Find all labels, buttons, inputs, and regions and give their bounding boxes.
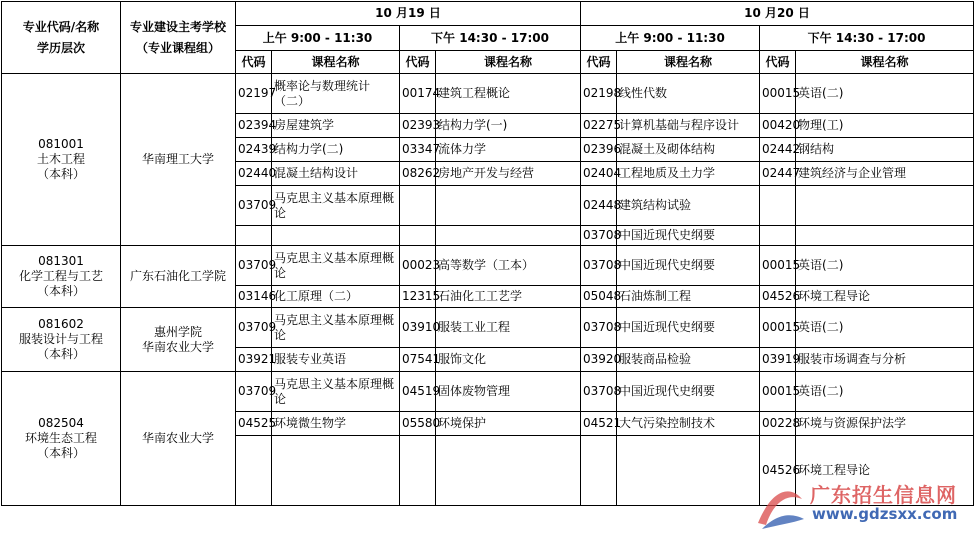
major-column-header: [2, 2, 121, 74]
course-code: 02393: [400, 114, 436, 138]
course-code: 03919: [760, 348, 796, 372]
course-code: [400, 186, 436, 226]
course-name: 环境工程导论: [796, 436, 974, 506]
course-name: 中国近现代史纲要: [617, 308, 760, 348]
course-name: 房屋建筑学: [272, 114, 400, 138]
course-name: 建筑结构试验: [617, 186, 760, 226]
course-name: 英语(二): [796, 372, 974, 412]
course-code: 03709: [236, 246, 272, 286]
course-name: 石油炼制工程: [617, 286, 760, 308]
course-name: 环境微生物学: [272, 412, 400, 436]
course-code: 03910: [400, 308, 436, 348]
course-name: [272, 436, 400, 506]
course-code: 02394: [236, 114, 272, 138]
table-row: [2, 308, 974, 348]
course-code: 03921: [236, 348, 272, 372]
course-name: 石油化工工艺学: [436, 286, 581, 308]
day1-afternoon-header: 下午 14:30 - 17:00: [400, 26, 581, 51]
course-code: 04526: [760, 286, 796, 308]
exam-schedule-table: [1, 1, 974, 506]
course-code: 05048: [581, 286, 617, 308]
course-code: 00420: [760, 114, 796, 138]
course-name: 概率论与数理统计（二）: [272, 74, 400, 114]
course-code: 02396: [581, 138, 617, 162]
course-code: 05580: [400, 412, 436, 436]
code-header: 代码: [760, 51, 796, 74]
course-header: 课程名称: [272, 51, 400, 74]
course-code: 03708: [581, 246, 617, 286]
code-header: 代码: [236, 51, 272, 74]
course-name: 流体力学: [436, 138, 581, 162]
course-code: 04521: [581, 412, 617, 436]
course-code: 00174: [400, 74, 436, 114]
course-code: 03709: [236, 308, 272, 348]
course-code: 02448: [581, 186, 617, 226]
watermark-url: www.gdzsxx.com: [812, 505, 958, 523]
course-code: [236, 436, 272, 506]
course-name: 高等数学（工本）: [436, 246, 581, 286]
major-name: 化学工程与工艺: [18, 269, 103, 283]
course-name: 服装工业工程: [436, 308, 581, 348]
course-name: 马克思主义基本原理概论: [272, 246, 400, 286]
course-code: 04519: [400, 372, 436, 412]
major-header-line1: 专业代码/名称: [22, 19, 100, 34]
course-code: [760, 186, 796, 226]
course-name: 固体废物管理: [436, 372, 581, 412]
course-name: 中国近现代史纲要: [617, 246, 760, 286]
course-code: 03347: [400, 138, 436, 162]
course-code: 02197: [236, 74, 272, 114]
course-name: 混凝土及砌体结构: [617, 138, 760, 162]
course-code: 00015: [760, 246, 796, 286]
course-code: 02404: [581, 162, 617, 186]
major-level: （本科）: [36, 284, 85, 298]
course-name: 混凝土结构设计: [272, 162, 400, 186]
course-code: 00015: [760, 372, 796, 412]
day2-header: 10 月20 日: [581, 2, 974, 26]
course-code: [760, 226, 796, 246]
course-code: 03708: [581, 226, 617, 246]
course-code: 03920: [581, 348, 617, 372]
course-name: 马克思主义基本原理概论: [272, 372, 400, 412]
school-name: 华南农业大学: [141, 431, 214, 445]
course-code: 00015: [760, 308, 796, 348]
course-code: [581, 436, 617, 506]
course-name: [436, 436, 581, 506]
course-code: 03146: [236, 286, 272, 308]
course-name: [436, 226, 581, 246]
course-name: 英语(二): [796, 246, 974, 286]
course-code: 00023: [400, 246, 436, 286]
course-name: 环境保护: [436, 412, 581, 436]
course-name: 中国近现代史纲要: [617, 372, 760, 412]
school-name: 华南农业大学: [141, 339, 214, 354]
major-name: 环境生态工程: [24, 431, 97, 445]
course-name: 结构力学(二): [272, 138, 400, 162]
course-code: 02275: [581, 114, 617, 138]
course-code: 12315: [400, 286, 436, 308]
school-cell: [121, 308, 236, 372]
day1-header: 10 月19 日: [236, 2, 581, 26]
course-header: 课程名称: [436, 51, 581, 74]
day1-morning-header: 上午 9:00 - 11:30: [236, 26, 400, 51]
code-header: 代码: [581, 51, 617, 74]
course-code: [400, 436, 436, 506]
table-row: [2, 74, 974, 114]
course-name: 服装市场调查与分析: [796, 348, 974, 372]
course-name: 环境工程导论: [796, 286, 974, 308]
code-header: 代码: [400, 51, 436, 74]
course-code: 02198: [581, 74, 617, 114]
table-row: [2, 372, 974, 412]
course-name: 计算机基础与程序设计: [617, 114, 760, 138]
major-header-line2: 学历层次: [36, 40, 85, 55]
school-name: 华南理工大学: [141, 152, 214, 166]
course-code: 03708: [581, 308, 617, 348]
course-name: 钢结构: [796, 138, 974, 162]
swoosh-logo-icon: [752, 479, 808, 535]
course-name: [272, 226, 400, 246]
major-name: 土木工程: [36, 152, 85, 166]
major-code: 081301: [38, 254, 84, 268]
course-name: 英语(二): [796, 74, 974, 114]
major-cell: [2, 246, 121, 308]
course-code: 03708: [581, 372, 617, 412]
course-code: 07541: [400, 348, 436, 372]
course-header: 课程名称: [796, 51, 974, 74]
course-code: [400, 226, 436, 246]
course-name: 建筑经济与企业管理: [796, 162, 974, 186]
course-code: 00015: [760, 74, 796, 114]
major-name: 服装设计与工程: [18, 332, 103, 346]
major-cell: [2, 372, 121, 506]
day2-afternoon-header: 下午 14:30 - 17:00: [760, 26, 974, 51]
course-code: [236, 226, 272, 246]
course-name: [617, 436, 760, 506]
course-name: 中国近现代史纲要: [617, 226, 760, 246]
course-name: [796, 186, 974, 226]
course-name: 服装商品检验: [617, 348, 760, 372]
major-level: （本科）: [36, 167, 85, 181]
course-name: 服装专业英语: [272, 348, 400, 372]
course-name: [436, 186, 581, 226]
course-name: 环境与资源保护法学: [796, 412, 974, 436]
major-cell: [2, 308, 121, 372]
course-name: 服饰文化: [436, 348, 581, 372]
school-header-line2: （专业课程组）: [135, 40, 220, 55]
course-code: 02442: [760, 138, 796, 162]
school-cell: [121, 372, 236, 506]
course-name: 马克思主义基本原理概论: [272, 186, 400, 226]
course-name: 英语(二): [796, 308, 974, 348]
major-code: 082504: [38, 416, 84, 430]
school-column-header: [121, 2, 236, 74]
table-row: [2, 246, 974, 286]
major-code: 081602: [38, 317, 84, 331]
course-code: 02439: [236, 138, 272, 162]
course-code: 00228: [760, 412, 796, 436]
course-name: 大气污染控制技术: [617, 412, 760, 436]
course-code: 04525: [236, 412, 272, 436]
course-code: 04526: [760, 436, 796, 506]
course-code: 03709: [236, 186, 272, 226]
day2-morning-header: 上午 9:00 - 11:30: [581, 26, 760, 51]
course-name: 房地产开发与经营: [436, 162, 581, 186]
school-cell: [121, 246, 236, 308]
course-name: 线性代数: [617, 74, 760, 114]
course-code: 08262: [400, 162, 436, 186]
major-cell: [2, 74, 121, 246]
course-name: 马克思主义基本原理概论: [272, 308, 400, 348]
course-name: 结构力学(一): [436, 114, 581, 138]
course-code: 02447: [760, 162, 796, 186]
course-name: 物理(工): [796, 114, 974, 138]
watermark-title: 广东招生信息网: [810, 483, 957, 507]
school-header-line1: 专业建设主考学校: [129, 19, 226, 34]
school-name: 广东石油化工学院: [129, 269, 226, 283]
major-code: 081001: [38, 137, 84, 151]
course-name: 建筑工程概论: [436, 74, 581, 114]
course-name: [796, 226, 974, 246]
course-header: 课程名称: [617, 51, 760, 74]
major-level: （本科）: [36, 347, 85, 361]
course-name: 工程地质及土力学: [617, 162, 760, 186]
school-cell: [121, 74, 236, 246]
course-code: 02440: [236, 162, 272, 186]
course-name: 化工原理（二）: [272, 286, 400, 308]
watermark: [752, 479, 962, 539]
major-level: （本科）: [36, 446, 85, 460]
course-code: 03709: [236, 372, 272, 412]
school-name: 惠州学院: [153, 324, 202, 339]
